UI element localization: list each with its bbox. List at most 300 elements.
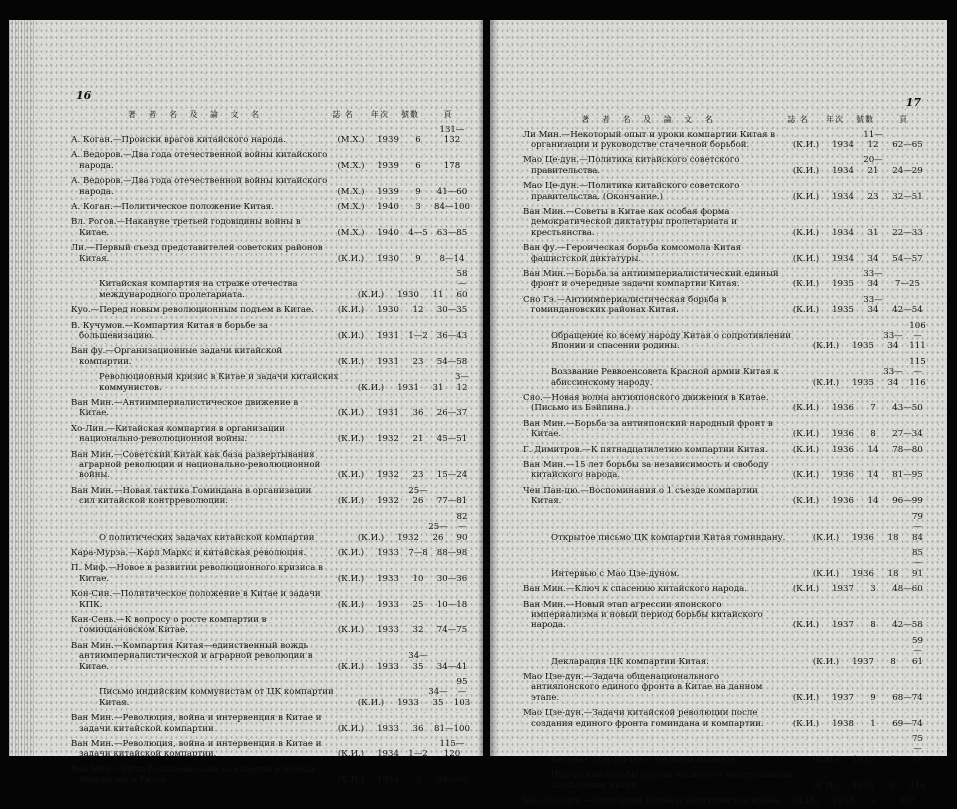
entry-issue: 7: [870, 403, 876, 414]
entry-title: Ли Мин.—Некоторый опыт и уроки компартии Китая в организации и руководстве стачечной борьбой.: [523, 129, 776, 150]
entry-issue: 8: [870, 429, 876, 440]
entry-issue: 9: [870, 692, 876, 703]
entry-issue: 7—8: [408, 547, 428, 558]
table-row: [71, 148, 471, 174]
header-title: 著 者 名 及 論 文 名: [581, 115, 718, 124]
entry-issue: 33—34: [883, 331, 903, 352]
entry-year: 1932: [377, 496, 399, 507]
entry-title: Ван Мин.—Советский Китай как база развертывания аграрной революции и национально-революционной войны.: [71, 449, 321, 481]
entry-pages: 63—85: [436, 227, 468, 238]
entry-pages: 59—61: [912, 635, 923, 667]
entry-issue: 3: [415, 201, 421, 212]
table-row: [523, 127, 927, 153]
entry-journal: (К.И.): [792, 584, 820, 595]
entry-title: Интервью с Мао Цзе-дуном.: [551, 568, 680, 579]
entry-issue: 34—35: [428, 687, 448, 708]
entry-pages: 30—36: [436, 573, 468, 584]
entry-year: 1936: [832, 444, 854, 455]
entry-issue: 1: [870, 718, 876, 729]
table-row: [523, 669, 927, 705]
header-year: 年次: [371, 110, 389, 119]
entry-journal: (К.И.): [337, 775, 365, 786]
entry-year: 1934: [832, 165, 854, 176]
entry-year: 1939: [377, 186, 399, 197]
entry-issue: 14: [867, 444, 879, 455]
table-row: [523, 458, 927, 484]
entry-year: 1932: [397, 532, 419, 543]
entry-year: 1934: [832, 227, 854, 238]
entry-pages: 10—18: [436, 599, 468, 610]
table-row: [71, 638, 471, 674]
table-row: [523, 354, 927, 390]
table-row: [523, 391, 927, 417]
entry-issue: 31: [432, 382, 444, 393]
table-row: [523, 545, 927, 581]
entry-title: О политических задачах китайской компартии: [99, 532, 315, 543]
entry-pages: 88—98: [436, 547, 468, 558]
entry-journal: (М.Х.): [337, 134, 365, 145]
entry-title: Мао Цзе-дун.—Задачи китайской революции после создания единого фронта гоминдана и компартии.: [523, 708, 764, 729]
entry-title: Мао Цзе-дун.—Задача общенационального антияпонского единого фронта в Китае на данном этапе.: [523, 671, 763, 703]
entry-journal: (К.И.): [812, 754, 840, 765]
entry-year: 1936: [832, 470, 854, 481]
table-row: [71, 711, 471, 737]
table-row: [523, 768, 927, 794]
entry-title: Декларация ЦК компартии Китая.: [551, 656, 709, 667]
entry-issue: 25: [412, 599, 424, 610]
entry-year: 1936: [852, 532, 874, 543]
entry-journal: (К.И.): [792, 279, 820, 290]
entry-issue: 21: [412, 434, 424, 445]
entry-pages: 85—91: [912, 547, 923, 579]
table-row: [523, 442, 927, 457]
entry-year: 1939: [377, 134, 399, 145]
entry-title: Беседа с Пэн Дэ-хуэ о текущем моменте.: [551, 754, 739, 765]
entry-year: 1938: [852, 754, 874, 765]
table-row: [71, 241, 471, 267]
entry-title: Ван фу.—Организационные задачи китайской компартии.: [71, 346, 283, 367]
entry-journal: (К.И.): [357, 289, 385, 300]
entry-pages: 36—43: [436, 331, 468, 341]
entry-pages: 96—99: [892, 496, 923, 507]
entry-issue: 10: [412, 573, 424, 584]
entry-journal: (К.И.): [792, 253, 820, 264]
entry-title: Ван Мин.—Борьба за антияпонский народный фронт в Китае.: [523, 418, 773, 440]
entry-pages: 26—37: [436, 408, 468, 419]
entry-title: Сяо.—Новая волна антияпонского движения в Китае. (Письмо из Бэйпина.): [523, 393, 769, 414]
table-row: [523, 416, 927, 442]
table-row: [71, 587, 471, 613]
table-row: [71, 737, 471, 763]
bibliography-table: [523, 112, 927, 809]
entry-journal: (К.И.): [792, 496, 820, 507]
entry-title: Мао Це-дун.—Политика китайского советского правительства. (Окончание.): [523, 181, 740, 202]
entry-year: 1931: [377, 331, 399, 341]
entry-journal: (К.И.): [792, 227, 820, 238]
entry-title: Чен Пан-цю.—Воспоминания о 1 съезде компартии Китая.: [523, 485, 758, 507]
entry-issue: 34: [867, 253, 879, 264]
entry-journal: (М.Х.): [337, 186, 365, 197]
entry-year: 1938: [852, 780, 874, 791]
entry-title: Г. Димитров.—К пятнадцатилетию компартии Китая.: [523, 444, 768, 455]
table-row: [71, 674, 471, 710]
entry-pages: 42—58: [892, 620, 923, 631]
entry-issue: 18: [887, 532, 899, 543]
entry-year: 1932: [377, 434, 399, 445]
entry-year: 1933: [377, 599, 399, 610]
table-row: [523, 292, 927, 318]
entry-title: Ван Мин.—Революция, война и интервенция в Китае и задачи китайской компартии: [71, 713, 322, 734]
entry-pages: 81—95: [892, 470, 923, 481]
entry-pages: 58—60: [456, 268, 468, 300]
table-row: [71, 215, 471, 241]
entry-issue: 14: [867, 470, 879, 481]
table-row: [523, 732, 927, 768]
entry-issue: 34—35: [408, 651, 428, 672]
entry-pages: 106—111: [909, 320, 926, 352]
entry-year: 1938: [832, 718, 854, 729]
entry-title: Ли.—Первый съезд представителей советских районов Китая.: [71, 243, 323, 264]
table-header: [71, 107, 471, 120]
entry-journal: (М.Х.): [337, 201, 365, 212]
entry-year: 1937: [832, 692, 854, 703]
entry-pages: 77—81: [436, 496, 468, 507]
entry-year: 1933: [377, 661, 399, 672]
entry-issue: 33—34: [883, 367, 903, 388]
entry-journal: (К.И.): [792, 796, 820, 807]
entry-title: Куо.—Перед новым революционным подъем в Китае.: [71, 305, 314, 316]
entry-issue: 6: [415, 134, 421, 145]
entry-issue: 12: [412, 305, 424, 316]
entry-issue: 14: [867, 496, 879, 507]
right-page: [490, 20, 947, 807]
entry-journal: (К.И.): [357, 532, 385, 543]
header-pages: 頁: [443, 110, 453, 119]
entry-year: 1939: [377, 160, 399, 171]
entry-issue: 18: [887, 568, 899, 579]
entry-year: 1940: [377, 201, 399, 212]
entry-pages: 45—51: [436, 434, 468, 445]
entry-journal: (К.И.): [337, 496, 365, 507]
table-row: [523, 179, 927, 205]
entry-journal: (К.И.): [792, 191, 820, 202]
table-row: [523, 266, 927, 292]
table-row: [71, 396, 471, 422]
entry-issue: 3: [870, 584, 876, 595]
entry-issue: 3: [415, 775, 421, 786]
entry-pages: 54—63: [436, 775, 468, 786]
table-row: [71, 122, 471, 148]
entry-title: Ван Мин.—Ключ к спасению китайского народа.: [523, 584, 747, 595]
entry-issue: 1: [890, 780, 896, 791]
entry-journal: (К.И.): [792, 403, 820, 414]
entry-journal: (К.И.): [337, 331, 365, 341]
entry-title: Ван Мин.—Новый этап агрессии японского империализма и новый период борьбы китайского народа.: [523, 599, 763, 631]
entry-journal: (К.И.): [337, 470, 365, 481]
entry-pages: 62—65: [892, 139, 923, 150]
table-row: [71, 447, 471, 483]
entry-journal: (К.И.): [792, 470, 820, 481]
entry-journal: (К.И.): [812, 341, 840, 352]
entry-pages: 41—60: [436, 186, 468, 197]
entry-year: 1933: [377, 625, 399, 636]
entry-pages: 54—58: [436, 356, 468, 367]
entry-journal: (М.Х.): [337, 227, 365, 238]
entry-issue: 6: [415, 160, 421, 171]
table-row: [523, 241, 927, 267]
entry-year: 1934: [377, 775, 399, 786]
entry-year: 1933: [377, 573, 399, 584]
entry-journal: (К.И.): [337, 661, 365, 672]
entry-pages: 15—24: [436, 470, 468, 481]
entry-title: Кара-Мурза.—Карл Маркс и китайская революция.: [71, 547, 307, 558]
table-row: [71, 303, 471, 318]
entry-issue: 36: [412, 723, 424, 734]
entry-pages: 68—74: [892, 692, 923, 703]
entry-title: Ван Мин.—Борьба за антиимпериалистический единый фронт и очередные задачи компартии Китая.: [523, 268, 779, 290]
entry-year: 1935: [832, 305, 854, 316]
entry-issue: 23: [412, 356, 424, 367]
entry-journal: (К.И.): [357, 697, 385, 708]
table-row: [523, 483, 927, 509]
entry-pages: 106: [899, 796, 916, 807]
entry-pages: 27—34: [892, 429, 923, 440]
entry-title: Сно Гэ.—Антиимпериалистическая борьба в гоминдановских районах Китая.: [523, 294, 727, 316]
entry-journal: (К.И.): [337, 749, 365, 760]
entry-pages: 48—60: [892, 584, 923, 595]
entry-issue: 36: [412, 408, 424, 419]
entry-title: Ван фу.—Героическая борьба комсомола Китая фашистской диктатуры.: [523, 243, 742, 264]
entry-pages: 32—51: [892, 191, 923, 202]
left-page: [9, 20, 483, 786]
table-row: [71, 762, 471, 788]
header-pages: 頁: [899, 115, 908, 124]
table-row: [71, 421, 471, 447]
entry-journal: (К.И.): [812, 568, 840, 579]
entry-pages: 75—78: [912, 734, 923, 765]
entry-journal: (К.И.): [337, 625, 365, 636]
entry-title: Хо-Лин.—Китайская компартия в организации национально-революционной войны.: [71, 423, 285, 445]
header-title: 著 者 名 及 論 文 名: [127, 110, 265, 119]
entry-year: 1932: [377, 470, 399, 481]
entry-issue: 25—26: [408, 485, 428, 507]
entry-title: Воззвание Реввоенсовета Красной армии Китая к абиссинскому народу.: [551, 367, 779, 388]
header-year: 年次: [826, 115, 844, 124]
entry-title: Вл. Рогов.—Накануне третьей годовщины войны в Китае.: [71, 217, 301, 238]
page-number: 17: [905, 96, 921, 109]
entry-year: 1934: [832, 253, 854, 264]
table-header: [523, 112, 927, 125]
entry-journal: (К.И.): [337, 305, 365, 316]
entry-title: Ван Мин.—Пути большевизации компартии и победа ленинизма в Китае.: [71, 764, 315, 786]
entry-year: 1933: [377, 723, 399, 734]
entry-issue: 8: [870, 620, 876, 631]
table-row: [523, 794, 927, 809]
table-row: [71, 174, 471, 200]
header-journal: 誌 名: [332, 110, 354, 119]
entry-journal: (К.И.): [792, 620, 820, 631]
entry-journal: (К.И.): [337, 599, 365, 610]
entry-title: Ван Мин.—Антиимпериалистическое движение в Китае.: [71, 398, 299, 419]
entry-issue: 9: [415, 253, 421, 264]
entry-year: 1938: [832, 796, 854, 807]
entry-pages: 22—33: [892, 227, 923, 238]
entry-pages: 79—84: [912, 511, 923, 543]
entry-pages: 74—75: [436, 625, 468, 636]
table-row: [71, 483, 471, 509]
entry-issue: 8: [890, 656, 896, 667]
entry-title: Открытое письмо ЦК компартии Китая гоминдану.: [551, 532, 786, 543]
entry-title: Кан-Сень.—К вопросу о росте компартии в гоминдановском Китае.: [71, 614, 267, 636]
table-row: [71, 509, 471, 545]
table-row: [523, 582, 927, 597]
entry-pages: 54—57: [892, 253, 923, 264]
header-issue: 號數: [856, 115, 874, 124]
entry-issue: 11—12: [863, 129, 883, 150]
table-row: [523, 597, 927, 633]
entry-issue: 4—5: [408, 227, 428, 238]
entry-year: 1934: [832, 139, 854, 150]
entry-pages: 8—14: [439, 253, 465, 264]
table-row: [71, 266, 471, 302]
entry-journal: (К.И.): [812, 780, 840, 791]
entry-journal: (К.И.): [337, 723, 365, 734]
entry-journal: (М.Х.): [337, 160, 365, 171]
entry-year: 1935: [852, 341, 874, 352]
entry-issue: 1: [890, 754, 896, 765]
entry-issue: 1—2: [408, 331, 428, 341]
entry-title: Кон-Син.—Политическое положение в Китае и задачи КПК.: [71, 589, 321, 610]
entry-pages: 3—12: [454, 372, 470, 393]
entry-issue: 25—26: [428, 522, 448, 543]
entry-pages: 34—41: [436, 661, 468, 672]
entry-pages: 7—25: [895, 279, 920, 290]
entry-issue: 20—21: [863, 155, 883, 176]
entry-year: 1937: [832, 584, 854, 595]
entry-title: Китайская компартия на страже отечества международного пролетариата.: [99, 279, 298, 300]
entry-pages: 42—54: [892, 305, 923, 316]
entry-journal: (К.И.): [812, 656, 840, 667]
entry-year: 1930: [377, 305, 399, 316]
entry-year: 1937: [832, 620, 854, 631]
entry-title: Программа борьбы против японского империализма, за спасение Китая.: [551, 770, 796, 791]
entry-year: 1940: [377, 227, 399, 238]
entry-issue: 9: [415, 186, 421, 197]
entry-journal: (К.И.): [337, 408, 365, 419]
table-row: [71, 318, 471, 344]
entry-title: Революционный кризис в Китае и задачи китайских коммунистов.: [99, 372, 339, 393]
entry-pages: 81—100: [434, 723, 470, 734]
entry-title: Обращение ко всему народу Китая о сопротивлении Японии и спасении родины.: [551, 331, 792, 352]
entry-year: 1933: [377, 547, 399, 558]
entry-journal: (К.И.): [792, 429, 820, 440]
entry-pages: 43—50: [892, 403, 923, 414]
table-row: [523, 509, 927, 545]
entry-issue: 2: [870, 796, 876, 807]
table-row: [71, 370, 471, 396]
entry-title: В. Кучумов.—Компартия Китая в борьбе за большевизацию.: [71, 320, 269, 341]
entry-pages: 84—100: [434, 201, 470, 212]
entry-year: 1931: [377, 356, 399, 367]
table-row: [71, 561, 471, 587]
entry-issue: 33—34: [863, 268, 883, 290]
entry-title: А. Ведоров.—Два года отечественной войны китайского народа.: [71, 176, 328, 197]
entry-issue: 32: [412, 625, 424, 636]
entry-list: [523, 127, 927, 809]
entry-journal: (К.И.): [792, 444, 820, 455]
entry-journal: (К.И.): [337, 547, 365, 558]
entry-title: А. Коган.—Происки врагов китайского народа.: [71, 134, 286, 145]
entry-list: [71, 122, 471, 788]
table-row: [523, 204, 927, 240]
entry-year: 1934: [832, 191, 854, 202]
entry-pages: 95—103: [453, 676, 471, 708]
header-journal: 誌 名: [787, 115, 809, 124]
entry-pages: 78—80: [892, 444, 923, 455]
entry-title: Ван Мин.—Советы в Китае как особая форма демократической диктатуры пролетариата и крестьянства.: [523, 206, 737, 238]
entry-pages: 115—120: [439, 739, 465, 760]
entry-pages: 131—132: [439, 124, 465, 145]
entry-year: 1936: [832, 496, 854, 507]
entry-year: 1935: [852, 377, 874, 388]
entry-pages: 115—116: [909, 356, 926, 388]
entry-title: Ван Мин.—15 лет борьбы за независимость и свободу китайского народа.: [523, 460, 769, 481]
entry-pages: 82—90: [456, 511, 468, 543]
entry-year: 1930: [397, 289, 419, 300]
entry-title: Ван Мин.—Компартия Китая—единственный вождь антиимпериалистической и аграрной революции в Китае.: [71, 640, 313, 672]
entry-title: А. Коган.—Политическое положение Китая.: [71, 201, 274, 212]
entry-issue: 33—34: [863, 294, 883, 316]
entry-title: Мао Цзе-дун.—Компартия Китая и антияпонская война.: [523, 796, 781, 807]
entry-journal: (К.И.): [792, 165, 820, 176]
entry-pages: 24—29: [892, 165, 923, 176]
entry-title: Ван Мин.—Новая тактика Гоминдана в организации сил китайской контрреволюции.: [71, 485, 312, 507]
entry-issue: 11: [432, 289, 444, 300]
entry-title: П. Миф.—Новое в развитии революционного кризиса в Китае.: [71, 563, 323, 584]
entry-journal: (К.И.): [792, 692, 820, 703]
table-row: [71, 612, 471, 638]
entry-journal: (К.И.): [792, 305, 820, 316]
entry-year: 1935: [832, 279, 854, 290]
table-row: [523, 318, 927, 354]
entry-journal: (К.И.): [337, 356, 365, 367]
entry-title: Мао Це-дун.—Политика китайского советского правительства.: [523, 155, 740, 176]
bibliography-table: [71, 107, 471, 788]
page-number: 16: [76, 89, 92, 102]
entry-pages: 116: [909, 780, 926, 791]
table-row: [71, 545, 471, 560]
entry-year: 1934: [377, 749, 399, 760]
entry-pages: 178: [443, 160, 461, 171]
table-row: [523, 633, 927, 669]
entry-journal: (К.И.): [792, 718, 820, 729]
header-issue: 號數: [401, 110, 419, 119]
entry-issue: 23: [412, 470, 424, 481]
entry-journal: (К.И.): [812, 532, 840, 543]
entry-title: А. Ведоров.—Два года отечественной войны китайского народа.: [71, 150, 328, 171]
entry-year: 1937: [852, 656, 874, 667]
table-row: [71, 199, 471, 214]
entry-year: 1930: [377, 253, 399, 264]
entry-issue: 1—2: [408, 749, 428, 760]
entry-year: 1931: [377, 408, 399, 419]
table-row: [523, 706, 927, 732]
entry-year: 1936: [832, 403, 854, 414]
entry-year: 1931: [397, 382, 419, 393]
entry-issue: 23: [867, 191, 879, 202]
entry-journal: (К.И.): [812, 377, 840, 388]
entry-journal: (К.И.): [337, 573, 365, 584]
